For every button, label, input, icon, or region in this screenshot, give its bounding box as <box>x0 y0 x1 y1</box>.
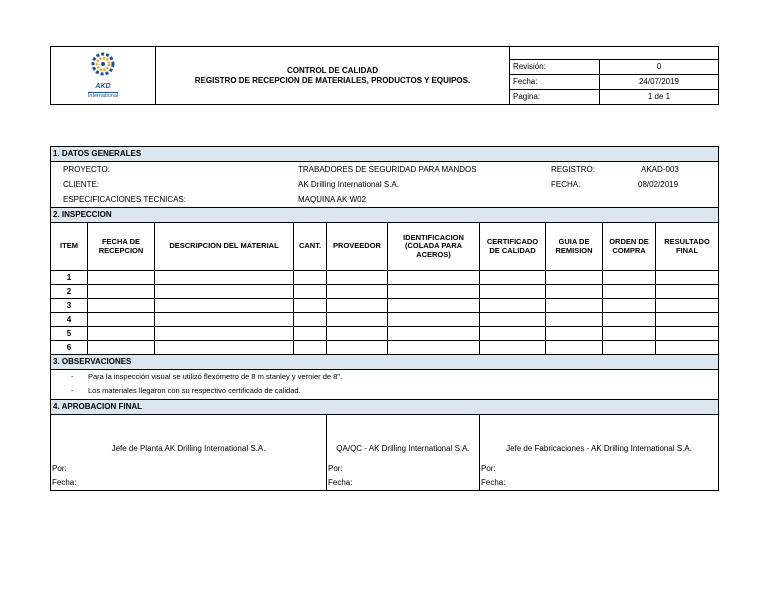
section-inspeccion: 2. INSPECCION <box>51 208 719 223</box>
table-cell[interactable] <box>480 313 546 327</box>
signature-block-jefe-fabricaciones <box>480 415 719 491</box>
section-aprobacion-final: 4. APROBACION FINAL <box>51 400 719 415</box>
table-cell[interactable] <box>88 327 155 341</box>
table-cell[interactable] <box>294 313 327 327</box>
col-cantidad: CANT. <box>294 223 327 271</box>
bullet-dash: - <box>71 386 74 395</box>
section-observaciones: 3. OBSERVACIONES <box>51 355 719 370</box>
pagina-label: Pagina: <box>510 90 600 105</box>
registro-value: AKAD-003 <box>641 165 679 174</box>
table-cell[interactable] <box>155 313 294 327</box>
table-cell[interactable] <box>294 285 327 299</box>
table-cell[interactable] <box>388 341 480 355</box>
proyecto-value: TRABADORES DE SEGURIDAD PARA MANDOS <box>298 165 477 174</box>
logo-subtext: International <box>87 92 119 99</box>
table-cell[interactable] <box>603 271 656 285</box>
table-cell[interactable] <box>656 327 719 341</box>
header-fecha-label: Fecha: <box>510 75 600 90</box>
document-subtitle: REGISTRO DE RECEPCION DE MATERIALES, PRODUCTOS Y EQUIPOS. <box>194 75 471 85</box>
col-certificado: CERTIFICADO DE CALIDAD <box>480 223 546 271</box>
document-title-cell <box>156 47 510 105</box>
table-cell[interactable] <box>603 299 656 313</box>
table-cell[interactable] <box>327 299 388 313</box>
table-row <box>51 327 719 341</box>
table-cell[interactable] <box>656 271 719 285</box>
table-row <box>51 271 719 285</box>
table-cell[interactable] <box>88 313 155 327</box>
table-cell[interactable] <box>327 341 388 355</box>
table-row <box>51 341 719 355</box>
signer-title: Jefe de Planta AK Drilling International S.A. <box>111 444 266 453</box>
header-blank-cell <box>510 47 719 60</box>
table-cell[interactable] <box>294 299 327 313</box>
fecha-value: 08/02/2019 <box>638 180 679 189</box>
table-cell[interactable] <box>546 299 603 313</box>
table-cell[interactable] <box>294 271 327 285</box>
especificaciones-label: ESPECIFICACIONES TECNICAS: <box>63 195 186 204</box>
table-cell[interactable] <box>546 271 603 285</box>
table-cell[interactable] <box>155 327 294 341</box>
signature-block-jefe-planta <box>51 415 327 491</box>
table-cell[interactable] <box>294 327 327 341</box>
table-cell[interactable] <box>88 285 155 299</box>
table-cell[interactable] <box>546 313 603 327</box>
col-identificacion: IDENTIFICACION (COLADA PARA ACEROS) <box>388 223 480 271</box>
table-cell[interactable] <box>480 327 546 341</box>
row-number: 5 <box>51 327 88 341</box>
table-cell[interactable] <box>88 271 155 285</box>
signer-title: QA/QC - AK Drilling International S.A. <box>336 444 470 453</box>
table-cell[interactable] <box>388 313 480 327</box>
row-number: 2 <box>51 285 88 299</box>
signature-block-qaqc <box>327 415 480 491</box>
col-guia-remision: GUIA DE REMISION <box>546 223 603 271</box>
col-proveedor: PROVEEDOR <box>327 223 388 271</box>
signer-title: Jefe de Fabricaciones - AK Drilling International S.A. <box>506 444 692 453</box>
table-cell[interactable] <box>603 285 656 299</box>
table-cell[interactable] <box>480 271 546 285</box>
table-cell[interactable] <box>88 341 155 355</box>
table-cell[interactable] <box>480 299 546 313</box>
revision-label: Revisión: <box>510 60 600 75</box>
signer-fecha-label[interactable]: Fecha: <box>52 478 77 487</box>
table-row <box>51 299 719 313</box>
proyecto-label: PROYECTO: <box>63 165 110 174</box>
col-resultado-final: RESULTADO FINAL <box>656 223 719 271</box>
bullet-dash: - <box>71 372 74 381</box>
fecha-label: FECHA: <box>551 180 581 189</box>
revision-value: 0 <box>600 60 719 75</box>
table-cell[interactable] <box>155 271 294 285</box>
table-cell[interactable] <box>88 299 155 313</box>
cliente-value: AK Drilling International S.A. <box>298 180 399 189</box>
table-cell[interactable] <box>603 313 656 327</box>
table-cell[interactable] <box>603 341 656 355</box>
observacion-item: Los materiales llegaron con su respectivo certificado de calidad. <box>88 386 301 395</box>
table-cell[interactable] <box>480 341 546 355</box>
cliente-label: CLIENTE: <box>63 180 100 189</box>
col-orden-compra: ORDEN DE COMPRA <box>603 223 656 271</box>
table-cell[interactable] <box>656 341 719 355</box>
registro-label: REGISTRO: <box>551 165 596 174</box>
row-number: 3 <box>51 299 88 313</box>
signer-por-label[interactable]: Por: <box>52 464 67 473</box>
row-number: 1 <box>51 271 88 285</box>
company-logo-cell <box>51 47 156 105</box>
header-fecha-value: 24/07/2019 <box>600 75 719 90</box>
table-cell[interactable] <box>155 285 294 299</box>
table-cell[interactable] <box>546 327 603 341</box>
document-title: CONTROL DE CALIDAD <box>287 66 378 76</box>
table-cell[interactable] <box>327 271 388 285</box>
section-datos-generales: 1. DATOS GENERALES <box>51 147 719 162</box>
table-cell[interactable] <box>388 327 480 341</box>
logo-text: AKD <box>95 82 111 90</box>
company-logo-icon <box>83 52 123 80</box>
signer-por-label[interactable]: Por: <box>481 464 496 473</box>
table-cell[interactable] <box>546 285 603 299</box>
col-descripcion: DESCRIPCION DEL MATERIAL <box>155 223 294 271</box>
pagina-value: 1 de 1 <box>600 90 719 105</box>
document-header <box>50 46 719 105</box>
table-cell[interactable] <box>388 299 480 313</box>
table-cell[interactable] <box>480 285 546 299</box>
row-number: 4 <box>51 313 88 327</box>
especificaciones-value: MAQUINA AK W02 <box>298 195 367 204</box>
table-cell[interactable] <box>294 341 327 355</box>
table-row <box>51 313 719 327</box>
observacion-item: Para la inspección visual se utilizó flexómetro de 8 m stanley y vernier de 8". <box>88 372 343 381</box>
signer-fecha-label[interactable]: Fecha: <box>328 478 353 487</box>
row-number: 6 <box>51 341 88 355</box>
table-cell[interactable] <box>388 271 480 285</box>
table-cell[interactable] <box>327 313 388 327</box>
table-cell[interactable] <box>656 313 719 327</box>
table-row <box>51 285 719 299</box>
table-cell[interactable] <box>603 327 656 341</box>
col-fecha-recepcion: FECHA DE RECEPCION <box>88 223 155 271</box>
table-cell[interactable] <box>388 285 480 299</box>
table-cell[interactable] <box>327 327 388 341</box>
table-cell[interactable] <box>327 285 388 299</box>
table-cell[interactable] <box>656 285 719 299</box>
signer-fecha-label[interactable]: Fecha: <box>481 478 506 487</box>
col-item: ITEM <box>51 223 88 271</box>
table-cell[interactable] <box>155 299 294 313</box>
signer-por-label[interactable]: Por: <box>328 464 343 473</box>
inspection-form <box>50 146 719 491</box>
table-cell[interactable] <box>656 299 719 313</box>
table-cell[interactable] <box>155 341 294 355</box>
table-cell[interactable] <box>546 341 603 355</box>
